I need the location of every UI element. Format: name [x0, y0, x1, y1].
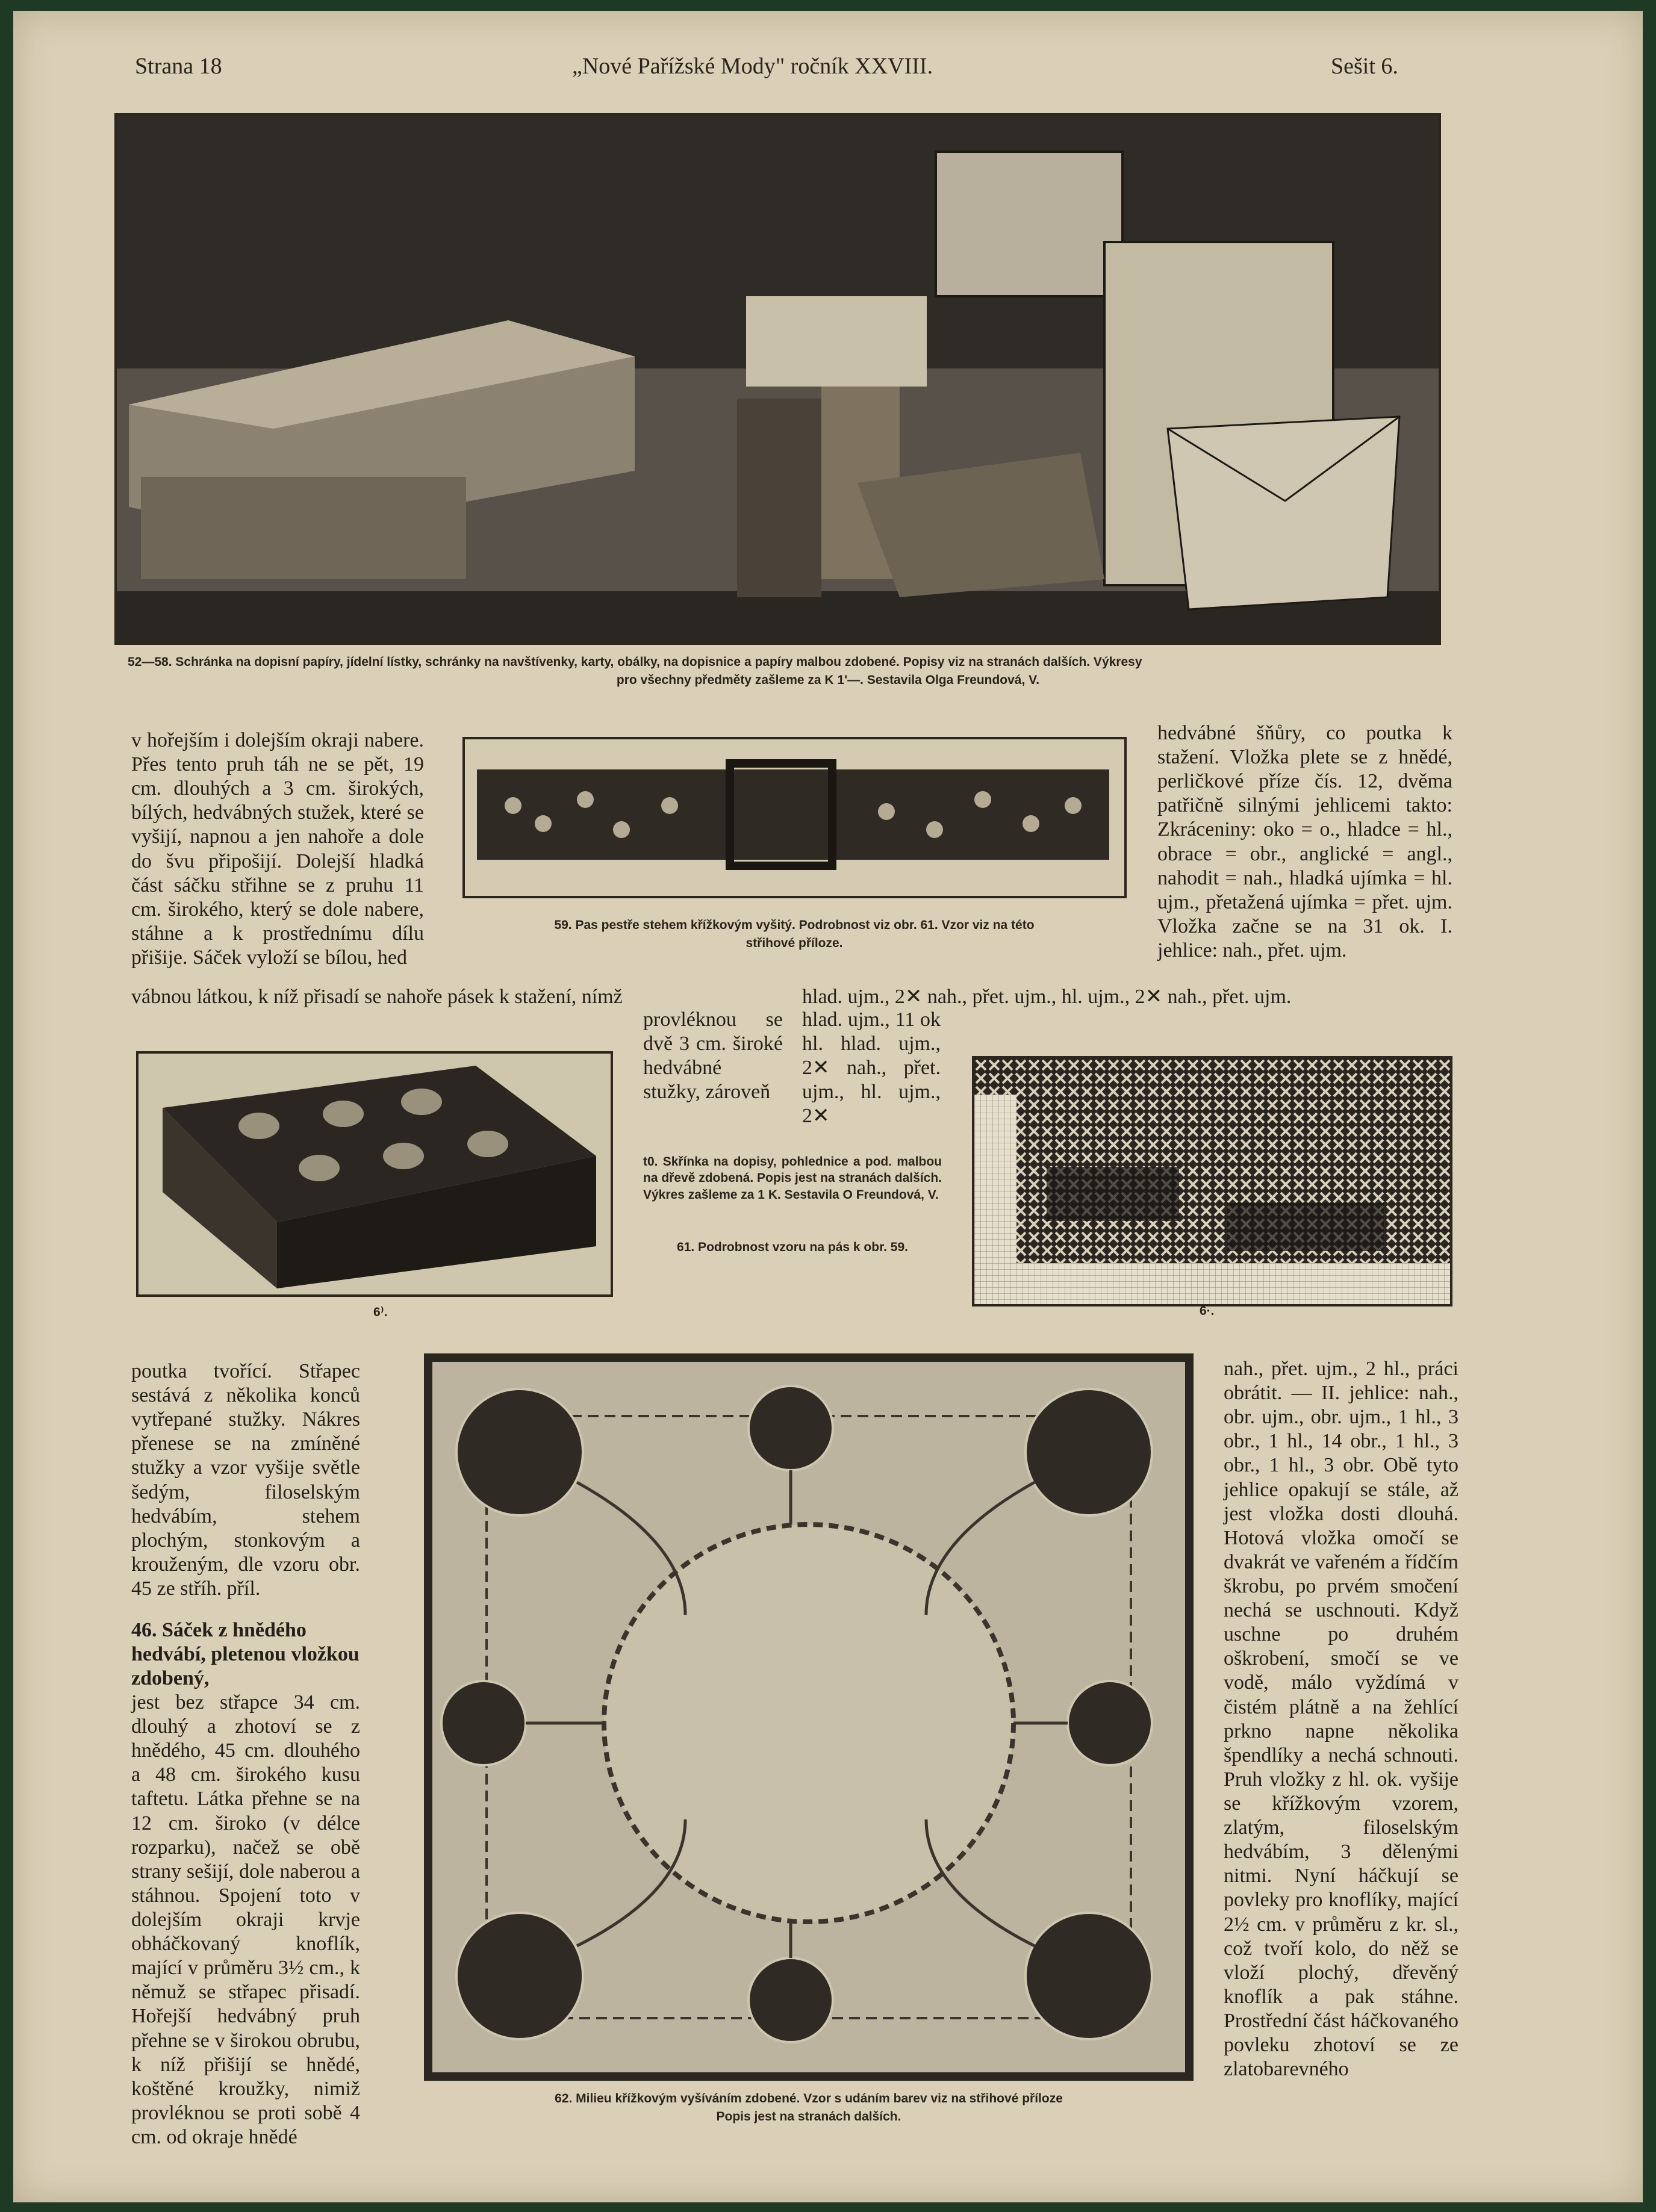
figure-60-label: 6⁾. — [373, 1305, 388, 1319]
figure-62-caption-1: 62. Milieu křížkovým vyšíváním zdobené. Vzor s udáním barev viz na střihové příloze — [555, 2092, 1063, 2105]
figure-61-pattern-detail — [972, 1056, 1452, 1306]
text-left-bottom-2: jest bez střapce 34 cm. dlouhý a zhotoví se z hnědého, 45 cm. dlouhého a 48 cm. širokého kusu taftetu. Látka přehne se na 12 cm. široko (v délce rozparku), načež se obě strany sešijí, dole naberou a stáhnou. Spojení toto v dolejším okraji krvje obháčkovaný knoflík, mající v průměru 3½ cm., k němuž se střapec přisadí. Hořejší hedvábný pruh přehne se v širokou obrubu, k níž přišijí se hnědé, koštěné kroužky, nimiž provléknou se proti sobě 4 cm. od okraje hnědé — [131, 1691, 360, 2148]
figure-52-58-caption-1: 52—58. Schránka na dopisní papíry, jídelní lístky, schránky na navštívenky, karty, obálky, na dopisnice a papíry malbou zdobené. Popisy viz na stranách dalších. Výkresy — [128, 655, 1142, 669]
text-left-bottom-title: 46. Sáček z hnědého hedvábí, pletenou vložkou zdobený, — [131, 1619, 360, 1690]
page — [13, 11, 1643, 2202]
figure-59-caption-1: 59. Pas pestře stehem křížkovým vyšitý. Podrobnost viz obr. 61. Vzor viz na této — [554, 918, 1035, 932]
figure-61-caption: 61. Podrobnost vzoru na pás k obr. 59. — [677, 1240, 908, 1254]
figure-61-label: 6·. — [1200, 1304, 1215, 1318]
figure-62-milieu — [424, 1353, 1194, 2081]
letter-box-illustration — [139, 1054, 611, 1294]
figure-60-letter-box — [136, 1051, 613, 1297]
text-right-top: hedvábné šňůry, co poutka k stažení. Vložka plete se z hnědé, perličkové příze čís. 12, dvěma patřičně silnými jehlicemi takto: Zkráceniny: oko = o., hladce = hl., obrace = obr., anglické = angl., nahodit = nah., hladká ujímka = hl. ujm., přetažená ujímka = přet. ujm. Vložka začne se na 31 ok. I. jehlice: nah., přet. ujm. — [1157, 722, 1452, 962]
text-right-bottom: nah., přet. ujm., 2 hl., práci obrátit. — II. jehlice: nah., obr. ujm., obr. ujm., 1 hl., 3 obr., 1 hl., 14 obr., 1 hl., 3 obr., 1 hl., 3 obr. Obě tyto jehlice opakují se stále, až jest vložka dosti dlouhá. Hotová vložka omočí se dvakrát ve vařeném a řídčím škrobu, po prvém smočení nechá se uschnouti. Když uschne po druhém oškrobení, smočí se ve vodě, málo vyždímá v čistém plátně a na žehlící prkno napne několika špendlíky a nechá schnouti. Pruh vložky z hl. ok. vyšije se křížkovým vzorem, zlatým, filoselským hedvábím, 3 dělenými nitmi. Nyní háčkují se povleky pro knoflíky, mající 2½ cm. v průměru z kr. sl., což tvoří kolo, do něž se vloží plochý, dřevěný knoflík a pak stáhne. Prostřední část háčkovaného povleku zhotoví se ze zlatobarevného — [1224, 1358, 1458, 2081]
text-left-top: v hořejším i dolejším okraji nabere. Přes tento pruh táh ne se pět, 19 cm. dlouhých a 3 cm. širokých, bílých, hedvábných stužek, které se vyšijí, napnou a jen nahoře a dole do švu připošijí. Dolejší hladká část sáčku střihne se z pruhu 11 cm. širokého, který se dole nabere, stáhne a k prostřednímu dílu přišije. Sáček vyloží se bílou, hed — [131, 729, 424, 969]
figure-59-belt — [462, 737, 1127, 898]
figure-52-58-photo — [114, 113, 1441, 645]
text-left-bottom-1: poutka tvořící. Střapec sestává z několika konců vytřepané stužky. Nákres přenese se na zmíněné stužky a vzor vyšije světle šedým, filoselským hedvábím, stehem plochým, stonkovým a krouženým, dle vzoru obr. 45 ze stříh. příl. — [131, 1360, 360, 1600]
figure-59-caption-2: střihové příloze. — [746, 936, 843, 950]
text-mid-small: provléknou se dvě 3 cm. široké hedvábné stužky, zároveň — [643, 1008, 783, 1104]
page-number: Strana 18 — [135, 54, 222, 79]
figure-62-caption-2: Popis jest na stranách dalších. — [716, 2110, 901, 2123]
stationery-boxes-illustration — [117, 116, 1439, 642]
text-mid-small-2: hlad. ujm., 11 ok hl. hlad. ujm., 2✕ nah., přet. ujm., hl. ujm., 2✕ — [802, 1008, 941, 1128]
figure-60-caption: t0. Skřínka na dopisy, pohlednice a pod. malbou na dřevě zdobená. Popis jest na stranách dalších. Výkres zašleme za 1 K. Sestavila O Freundová, V. — [643, 1155, 942, 1202]
text-wide-line: vábnou látkou, k níž přisadí se nahoře pásek k stažení, nímž — [131, 986, 623, 1008]
belt-illustration — [465, 739, 1124, 896]
text-wide-right: hlad. ujm., 2✕ nah., přet. ujm., hl. ujm., 2✕ nah., přet. ujm. — [802, 986, 1292, 1008]
figure-52-58-caption-2: pro všechny předměty zašleme za K 1'—. Sestavila Olga Freundová, V. — [616, 673, 1040, 687]
running-title: „Nové Pařížské Mody" ročník XXVIII. — [572, 54, 933, 79]
issue-number: Sešit 6. — [1331, 54, 1398, 79]
milieu-illustration — [432, 1362, 1185, 2072]
cross-stitch-pattern — [974, 1058, 1450, 1304]
